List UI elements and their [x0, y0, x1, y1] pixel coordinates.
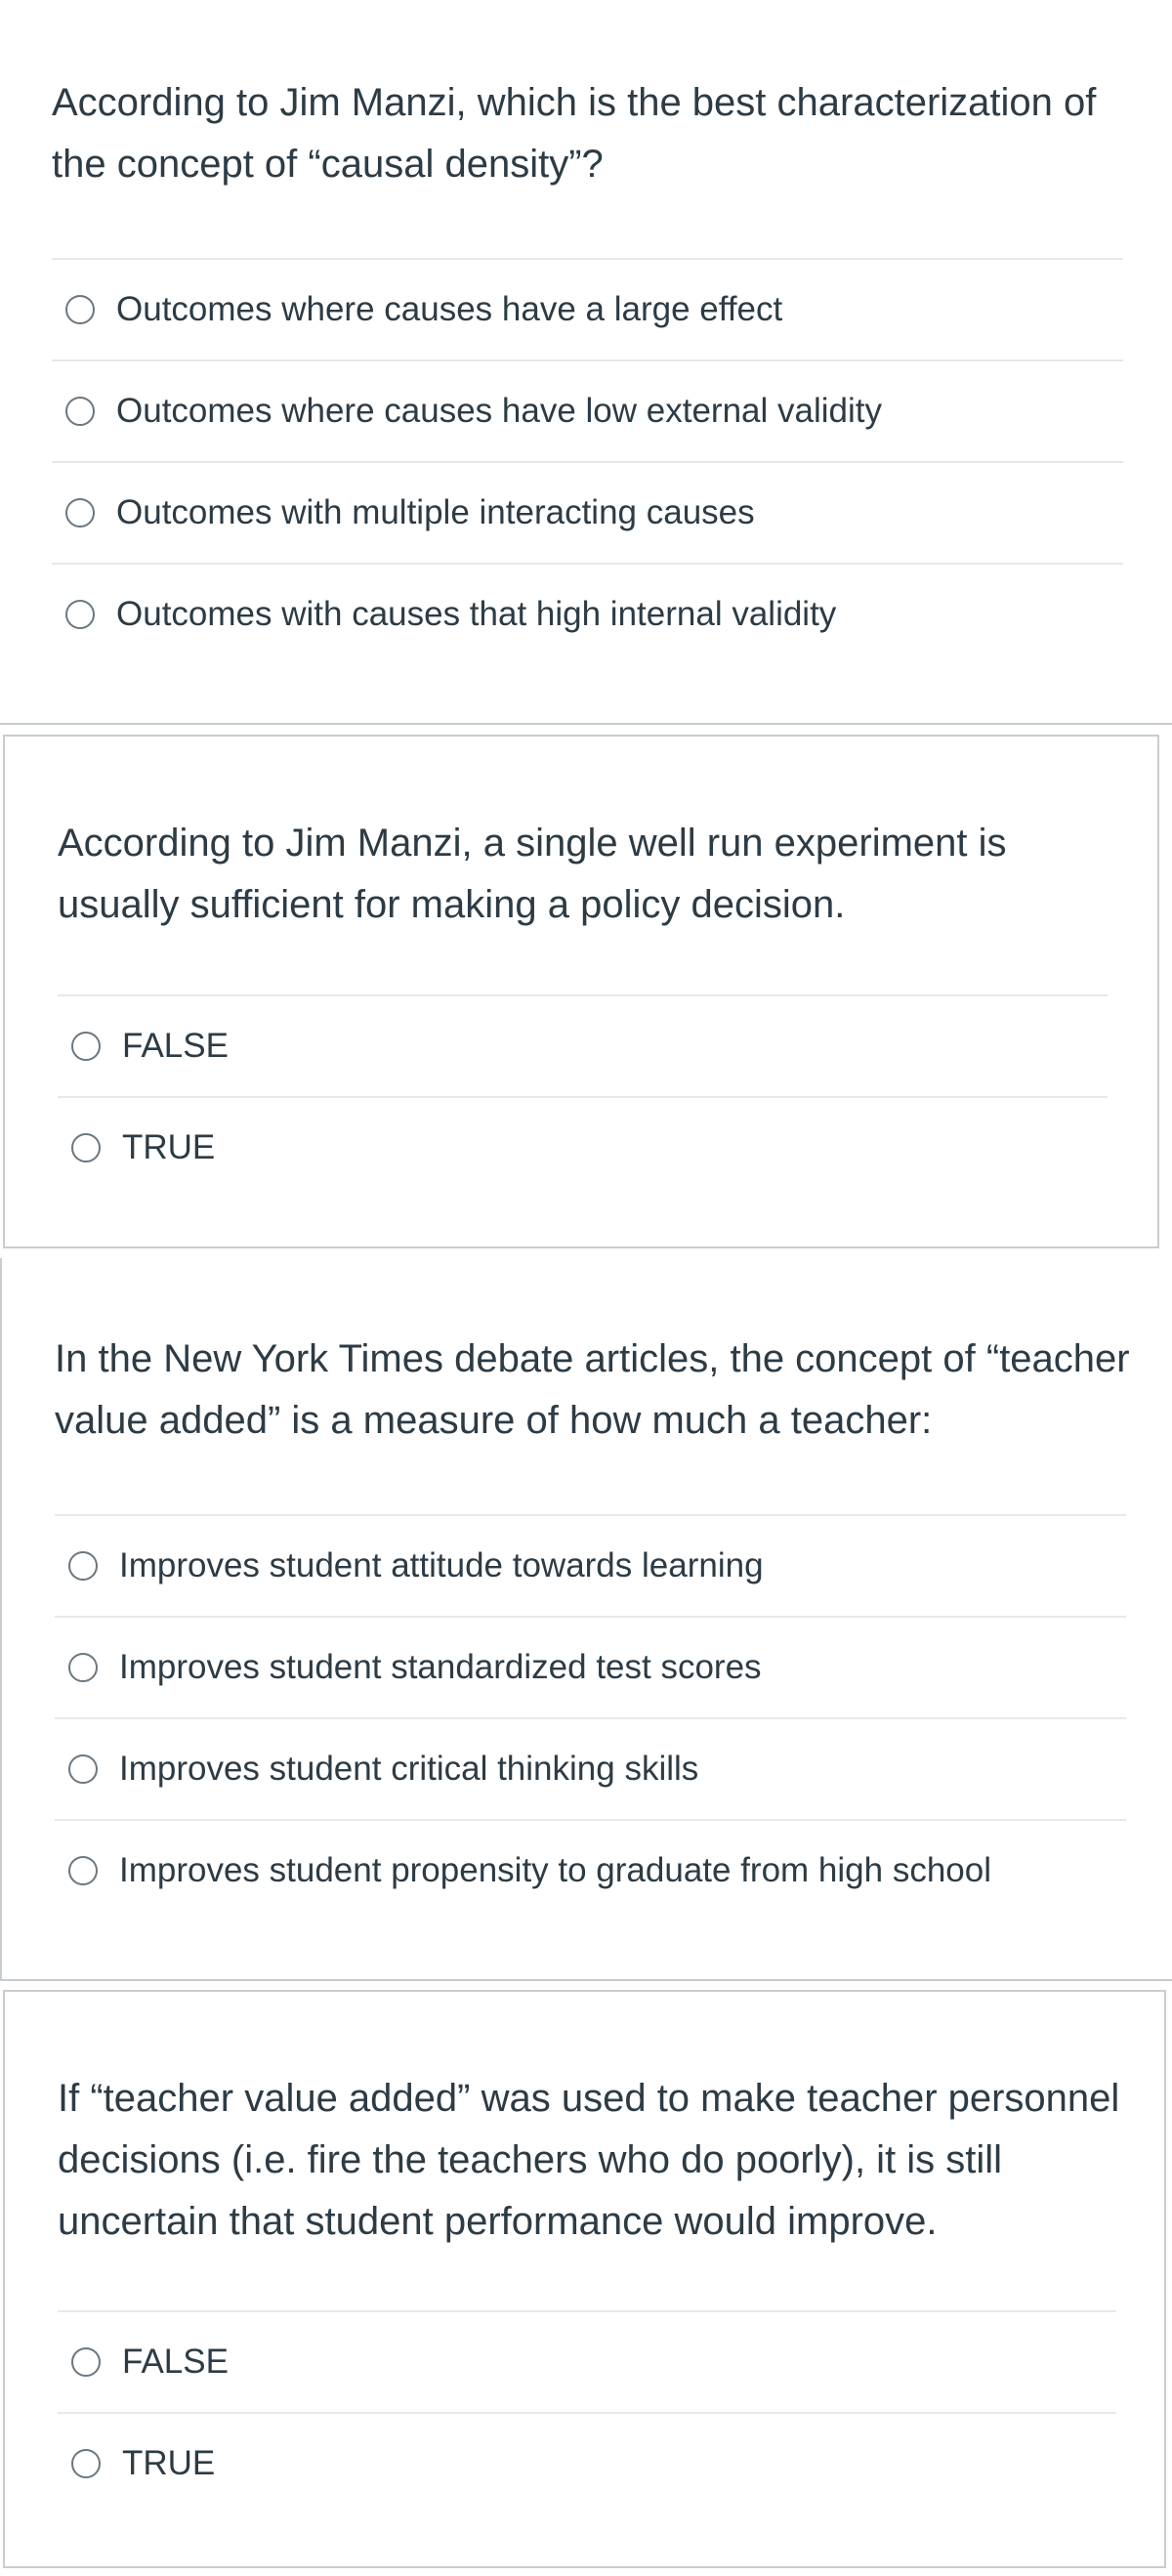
answer-option[interactable] [58, 2412, 1116, 2513]
radio-button[interactable] [68, 1754, 98, 1784]
answer-option[interactable] [55, 1514, 1126, 1616]
radio-button[interactable] [65, 397, 95, 426]
question-text: According to Jim Manzi, which is the best characterization of the concept of “causal density”? [52, 81, 1097, 186]
answer-option[interactable] [55, 1819, 1126, 1921]
radio-button[interactable] [71, 2347, 101, 2377]
answer-label: Improves student standardized test scores [119, 1648, 762, 1686]
answer-label: Outcomes where causes have a large effect [116, 290, 783, 328]
radio-button[interactable] [65, 600, 95, 629]
answer-list [55, 1514, 1126, 1921]
question-3 [0, 1258, 1172, 1981]
answer-option[interactable] [58, 2310, 1116, 2412]
answer-label: Outcomes with multiple interacting causes [116, 493, 755, 531]
answer-option[interactable] [52, 258, 1123, 359]
radio-button[interactable] [68, 1653, 98, 1682]
question-text: According to Jim Manzi, a single well run experiment is usually sufficient for making a policy decision. [58, 822, 1007, 926]
answer-option[interactable] [55, 1616, 1126, 1717]
answer-label: FALSE [122, 1027, 229, 1065]
answer-option[interactable] [55, 1717, 1126, 1819]
radio-button[interactable] [71, 2449, 101, 2478]
answer-label: TRUE [122, 1128, 216, 1166]
radio-button[interactable] [71, 1032, 101, 1061]
question-1 [0, 0, 1172, 725]
radio-button[interactable] [65, 498, 95, 528]
radio-button[interactable] [68, 1551, 98, 1581]
question-text: If “teacher value added” was used to make teacher personnel decisions (i.e. fire the teachers who do poorly), it is still uncertain that student performance would improve. [58, 2077, 1120, 2243]
answer-list [58, 2310, 1116, 2513]
answer-label: Outcomes where causes have low external validity [116, 392, 882, 430]
question-2 [3, 735, 1159, 1248]
radio-button[interactable] [65, 295, 95, 324]
answer-label: Improves student attitude towards learning [119, 1546, 764, 1584]
answer-label: FALSE [122, 2343, 229, 2381]
answer-list [58, 994, 1108, 1198]
answer-option[interactable] [52, 359, 1123, 461]
question-text: In the New York Times debate articles, the concept of “teacher value added” is a measure of how much a teacher: [55, 1337, 1130, 1442]
answer-option[interactable] [58, 1096, 1108, 1198]
answer-label: TRUE [122, 2444, 216, 2482]
answer-label: Improves student propensity to graduate from high school [119, 1851, 991, 1889]
answer-option[interactable] [52, 461, 1123, 563]
answer-option[interactable] [58, 994, 1108, 1096]
radio-button[interactable] [68, 1856, 98, 1885]
answer-list [52, 258, 1123, 664]
radio-button[interactable] [71, 1133, 101, 1162]
answer-option[interactable] [52, 563, 1123, 664]
answer-label: Outcomes with causes that high internal validity [116, 595, 837, 633]
question-4 [3, 1990, 1166, 2568]
answer-label: Improves student critical thinking skills [119, 1750, 699, 1788]
